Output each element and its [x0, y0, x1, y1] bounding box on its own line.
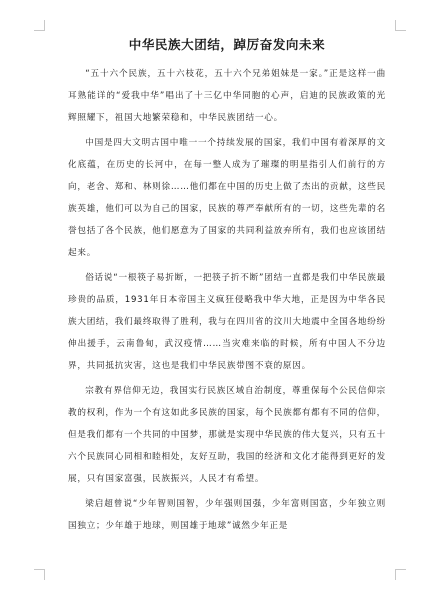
- paragraph: 中国是四大文明古国中唯一一个持续发展的国家，我们中国有着深厚的文化底蕴，在历史的长河中，在每一整人成为了璀璨的明星指引人们前行的方向，老舍、郑和、林则徐……他们都在中国的历史上做了杰出的贡献，这些民族英雄，他们可以为自己的国家，民族的尊严奉献所有的一切，这些先辈的名誉包括了各个民族，他们愿意为了国家的共同利益放弃所有，我们也应该团结起来。: [68, 138, 386, 258]
- document-body: [68, 36, 386, 540]
- paragraph: “五十六个民族，五十六枝花，五十六个兄弟姐妹是一家。”正是这样一曲耳熟能详的“爱我中华”唱出了十三亿中华同胞的心声，启迪的民族政策的光辉照耀下，祖国大地繁荣稳和，中华民族团结一心。: [68, 69, 386, 123]
- paragraph: 宗教有界信仰无边，我国实行民族区域自治制度，尊重保每个公民信仰宗教的权利，作为一个有这如此多民族的国家，每个民族都有都有不同的信仰，但是我们都有一个共同的中国梦，那就是实现中华民族的伟大复兴，只有五十六个民族同心同相和睦相处，友好互助，我国的经济和文化才能得到更好的发展，只有国家富强，民族振兴，人民才有希望。: [68, 386, 386, 484]
- page-corner-mark: [34, 569, 45, 580]
- page-corner-mark: [34, 20, 45, 31]
- paragraph: 梁启超曾说“少年智则国智，少年强则国强，少年富则国富，少年独立则国独立；少年雄于地球，则国雄于地球”诚然少年正是: [68, 499, 386, 531]
- page-corner-mark: [395, 569, 406, 580]
- document-title: 中华民族大团结，踔厉奋发向未来: [128, 37, 326, 52]
- paragraph: 俗话说“一根筷子易折断，一把筷子折不断”团结一直都是我们中华民族最珍贵的品质，1931年日本帝国主义疯狂侵略我中华大地，正是因为中华各民族大团结，我们最终取得了胜利，我与在四川省的汶川大地震中全国各地纷纷伸出援手，云南鲁甸，武汉疫情……当灾难来临的时候，所有中国人不分边界，共同抵抗灾害，这也是我们中华民族带图不衰的原因。: [68, 273, 386, 371]
- page-corner-mark: [395, 20, 406, 31]
